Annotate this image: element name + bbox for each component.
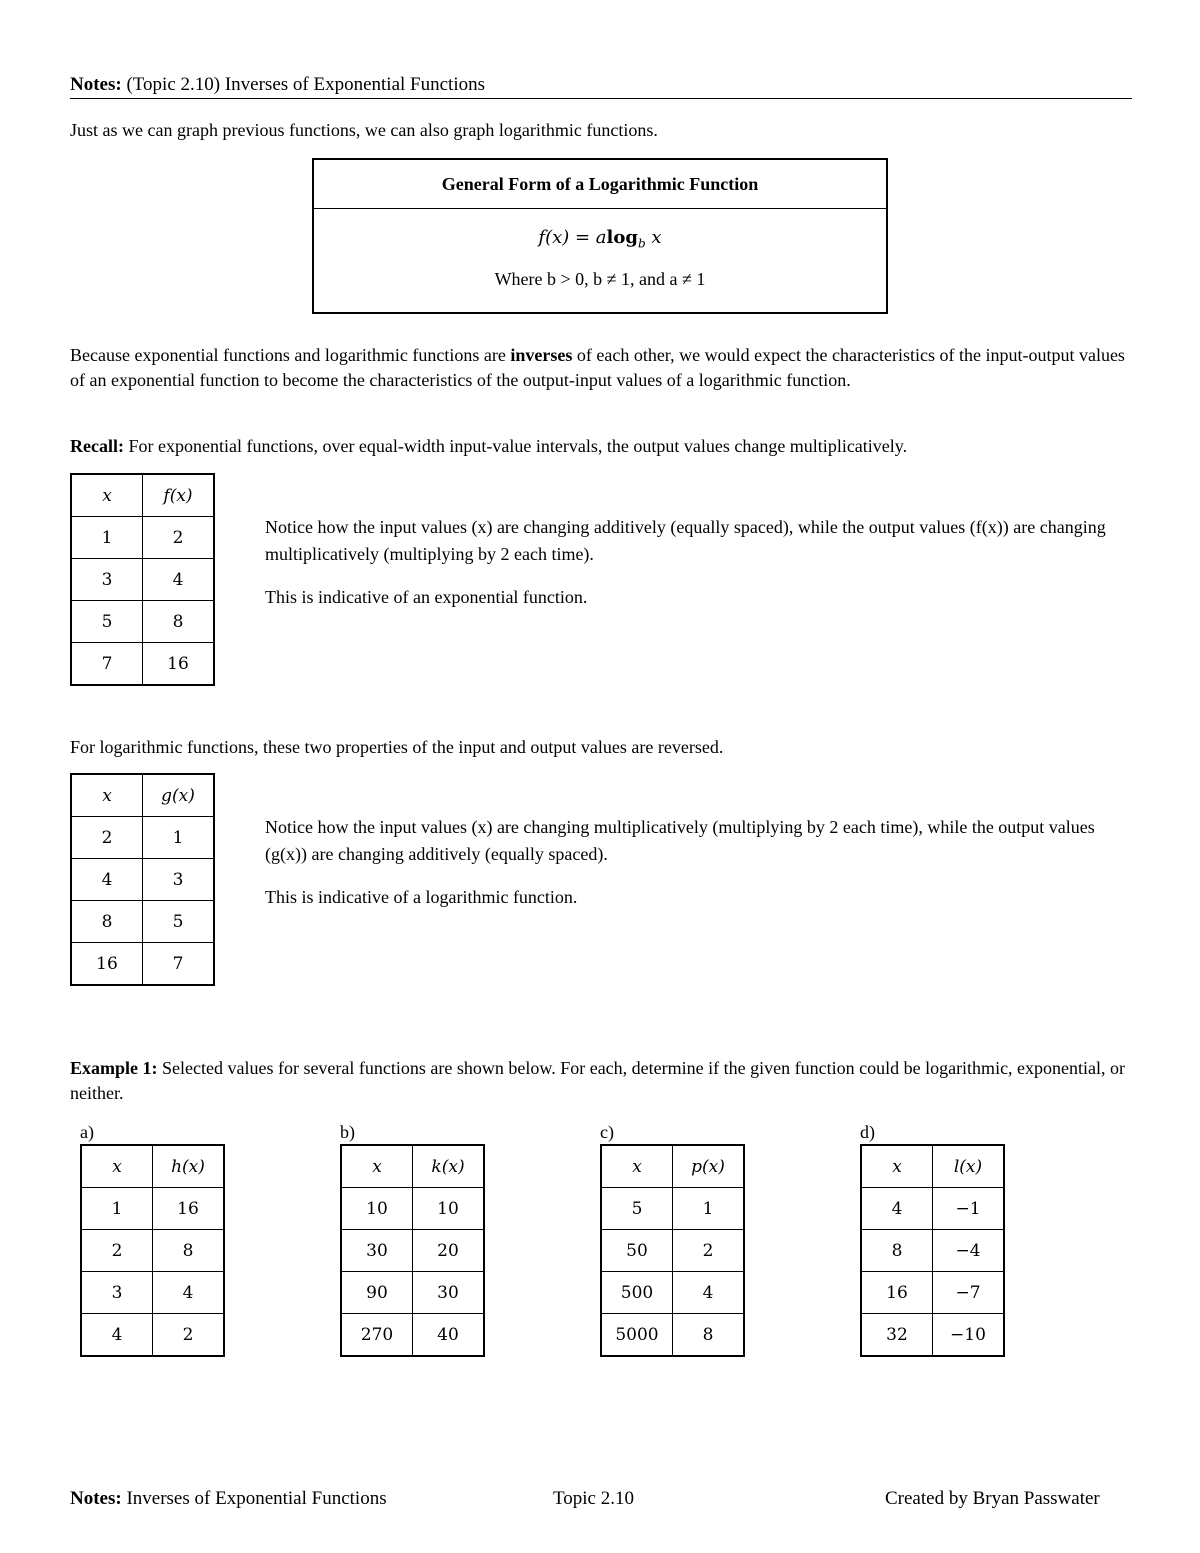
table-cell: 32 <box>861 1314 933 1357</box>
table-row <box>601 1314 744 1357</box>
note-g-line1: Notice how the input values (x) are changing multiplicatively (multiplying by 2 each time), while the output values (g(x)) are changing additively (equally spaced). <box>265 817 1095 864</box>
table-cell: 16 <box>153 1188 225 1230</box>
table-cell: 8 <box>153 1230 225 1272</box>
example-text: Selected values for several functions are shown below. For each, determine if the given function could be logarithmic, exponential, or neither. <box>70 1058 1126 1103</box>
general-form-condition: Where b > 0, b ≠ 1, and a ≠ 1 <box>494 268 706 289</box>
table-cell: 4 <box>81 1314 153 1357</box>
formula-arg: x <box>651 227 662 248</box>
table-row <box>601 1272 744 1314</box>
recall-label: Recall: <box>70 436 124 456</box>
table-header-cell: l(x) <box>933 1145 1005 1188</box>
general-form-formula <box>314 227 886 251</box>
table-row <box>81 1188 224 1230</box>
note-g-line2: This is indicative of a logarithmic function. <box>265 887 578 907</box>
table-header-cell: x <box>81 1145 153 1188</box>
table-cell: 90 <box>341 1272 413 1314</box>
table-cell: 7 <box>71 643 143 686</box>
example-table-c <box>600 1144 745 1357</box>
example-table-b <box>340 1144 485 1357</box>
table-cell: 270 <box>341 1314 413 1357</box>
table-cell: 2 <box>81 1230 153 1272</box>
table-cell: 5 <box>71 601 143 643</box>
table-cell: −4 <box>933 1230 1005 1272</box>
recall-text: For exponential functions, over equal-width input-value intervals, the output values change multiplicatively. <box>123 436 908 456</box>
table-cell: −1 <box>933 1188 1005 1230</box>
note-f-line2: This is indicative of an exponential function. <box>265 587 588 607</box>
table-f <box>70 473 215 686</box>
table-cell: 10 <box>341 1188 413 1230</box>
general-form-title: General Form of a Logarithmic Function <box>314 160 886 209</box>
table-cell: 8 <box>143 601 215 643</box>
note-f <box>265 514 1125 611</box>
page-header <box>70 74 1132 96</box>
table-row <box>71 559 214 601</box>
table-cell: 4 <box>861 1188 933 1230</box>
table-row <box>71 774 214 817</box>
footer-right: Created by Bryan Passwater <box>885 1488 1100 1509</box>
example-d-label: d) <box>860 1122 875 1142</box>
table-cell: −10 <box>933 1314 1005 1357</box>
table-cell: 10 <box>413 1188 485 1230</box>
inverse-before: Because exponential functions and logarithmic functions are <box>70 345 511 365</box>
table-header-cell: g(x) <box>143 774 215 817</box>
inverse-bold: inverses <box>510 345 573 365</box>
header-label: Notes: <box>70 74 122 95</box>
note-g <box>265 814 1125 911</box>
table-header-cell: p(x) <box>673 1145 745 1188</box>
table-header-cell: x <box>601 1145 673 1188</box>
table-row <box>71 901 214 943</box>
table-row <box>601 1145 744 1188</box>
table-row <box>81 1145 224 1188</box>
table-cell: 8 <box>673 1314 745 1357</box>
header-rule <box>70 98 1132 99</box>
formula-base: b <box>637 236 646 251</box>
table-cell: 2 <box>153 1314 225 1357</box>
table-cell: 2 <box>71 817 143 859</box>
table-row <box>341 1188 484 1230</box>
table-cell: −7 <box>933 1272 1005 1314</box>
table-row <box>861 1188 1004 1230</box>
table-cell: 20 <box>413 1230 485 1272</box>
table-row <box>71 601 214 643</box>
table-cell: 3 <box>143 859 215 901</box>
table-row <box>71 817 214 859</box>
table-row <box>861 1145 1004 1188</box>
table-header-cell: x <box>341 1145 413 1188</box>
header-text: (Topic 2.10) Inverses of Exponential Functions <box>126 74 485 95</box>
log-intro-text: For logarithmic functions, these two properties of the input and output values are reversed. <box>70 737 724 757</box>
table-cell: 30 <box>341 1230 413 1272</box>
table-row <box>861 1314 1004 1357</box>
recall-paragraph <box>70 434 1132 459</box>
table-row <box>341 1145 484 1188</box>
table-row <box>341 1272 484 1314</box>
table-cell: 3 <box>81 1272 153 1314</box>
table-cell: 40 <box>413 1314 485 1357</box>
table-header-cell: x <box>861 1145 933 1188</box>
table-header-cell: k(x) <box>413 1145 485 1188</box>
table-cell: 8 <box>861 1230 933 1272</box>
table-cell: 50 <box>601 1230 673 1272</box>
table-cell: 2 <box>143 517 215 559</box>
table-row <box>71 643 214 686</box>
example-table-a <box>80 1144 225 1357</box>
table-row <box>81 1314 224 1357</box>
table-cell: 4 <box>143 559 215 601</box>
general-form-box <box>312 158 888 314</box>
table-cell: 1 <box>71 517 143 559</box>
footer-left <box>70 1488 387 1510</box>
footer-left-text: Inverses of Exponential Functions <box>121 1488 387 1509</box>
table-cell: 500 <box>601 1272 673 1314</box>
table-cell: 1 <box>143 817 215 859</box>
inverse-paragraph <box>70 343 1132 393</box>
example-table-d <box>860 1144 1005 1357</box>
table-cell: 2 <box>673 1230 745 1272</box>
example-c-label: c) <box>600 1122 614 1142</box>
table-row <box>601 1188 744 1230</box>
formula-log: log <box>606 227 638 248</box>
table-row <box>341 1314 484 1357</box>
table-row <box>861 1272 1004 1314</box>
table-cell: 4 <box>673 1272 745 1314</box>
footer-center: Topic 2.10 <box>553 1488 634 1509</box>
table-cell: 5 <box>143 901 215 943</box>
table-row <box>861 1230 1004 1272</box>
inverse-after: of each other, we would expect the characteristics of the input-output values of an exponential function to become the characteristics of the output-input values of a logarithmic function. <box>70 345 1125 390</box>
table-row <box>71 859 214 901</box>
table-header-cell: x <box>71 774 143 817</box>
note-f-line1: Notice how the input values (x) are changing additively (equally spaced), while the output values (f(x)) are changing multiplicatively (multiplying by 2 each time). <box>265 517 1106 564</box>
example-label: Example 1: <box>70 1058 158 1078</box>
footer-label: Notes: <box>70 1488 122 1509</box>
table-header-cell: f(x) <box>143 474 215 517</box>
table-cell: 3 <box>71 559 143 601</box>
table-header-cell: x <box>71 474 143 517</box>
table-cell: 16 <box>143 643 215 686</box>
table-cell: 7 <box>143 943 215 986</box>
table-row <box>341 1230 484 1272</box>
table-cell: 5000 <box>601 1314 673 1357</box>
table-header-cell: h(x) <box>153 1145 225 1188</box>
table-cell: 5 <box>601 1188 673 1230</box>
table-cell: 4 <box>71 859 143 901</box>
table-row <box>71 943 214 986</box>
intro-text: Just as we can graph previous functions, we can also graph logarithmic functions. <box>70 120 658 140</box>
example-a-label: a) <box>80 1122 94 1142</box>
table-cell: 1 <box>673 1188 745 1230</box>
table-cell: 16 <box>861 1272 933 1314</box>
table-g <box>70 773 215 986</box>
example-b-label: b) <box>340 1122 355 1142</box>
table-cell: 4 <box>153 1272 225 1314</box>
table-row <box>601 1230 744 1272</box>
table-cell: 16 <box>71 943 143 986</box>
table-row <box>71 517 214 559</box>
table-row <box>81 1272 224 1314</box>
table-row <box>81 1230 224 1272</box>
table-cell: 30 <box>413 1272 485 1314</box>
table-row <box>71 474 214 517</box>
table-cell: 1 <box>81 1188 153 1230</box>
formula-lhs: f(x) = a <box>538 227 607 248</box>
example-paragraph <box>70 1056 1132 1106</box>
table-cell: 8 <box>71 901 143 943</box>
